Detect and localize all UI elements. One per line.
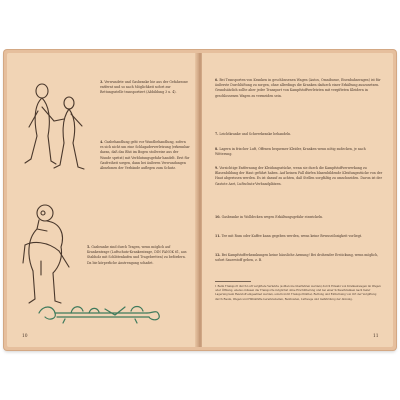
left-item-3 — [100, 80, 190, 96]
page-number-right: 11 — [373, 334, 379, 339]
item-text: Vorsichtige Entfernung der Kleidungsstücke, wenn sie durch die Kampfstoffverwerkung zu Blasenbildung der Haut geführt haben. Auf keinen Fall dürfen blasenbildende Kleidungsstücke von der Haut abgerissen werden. Es ist darauf zu achten, daß Stellen sorgfältig zu umschneiden. Davon ist der Gastote Arzt, Luftschutz-Verbandplätzen. — [215, 166, 383, 186]
right-item-12 — [215, 253, 383, 263]
item-text: Verwundete und Gasbranke bie aus der Gefahrzone entfernt und so nach Möglichkeit sofort zur Rettungsstelle transportiert (Abbildung 3 u. 4). — [100, 80, 188, 95]
right-page — [202, 53, 393, 347]
item-number: 6. — [215, 78, 219, 82]
right-item-7 — [215, 132, 383, 137]
masked-man-carrying-person-figure — [17, 201, 77, 309]
item-text: Gasbranke in Wolldecken wegen Erkältungsgefahr einwickeln. — [221, 215, 324, 219]
two-men-walking-figure — [20, 81, 95, 173]
item-text: Leichtkranke und Schwerkranke behandeln. — [219, 132, 292, 136]
item-number: 12. — [215, 253, 221, 257]
item-text: Lagern in frischer Luft, Offenen bequemer Kleider, Kranken wenn nötig zudecken, je nach Witterung. — [215, 147, 366, 157]
item-number: 4. — [100, 140, 104, 144]
right-item-9 — [215, 166, 383, 187]
item-text: Bei Kampfstofferkrankungen keine häusliche Armung! Bei drohender Erstickung, wenn möglich, sofort Sauerstoff geben, z. B. — [215, 253, 379, 263]
footnote-separator — [215, 281, 251, 282]
page-number-left: 10 — [22, 334, 28, 339]
item-text: Gasbranke sind durch Tragen, wenn möglich auf Krankentrage (Luftschutz-Krankentrage, DIN FANOK 61, aus Stabholz mit Schlittenkufen und Tragebretten) zu befördern. Da bie körperliche Anstrengung schadet. — [87, 245, 187, 265]
item-number: 9. — [215, 166, 219, 170]
open-book — [4, 50, 396, 350]
left-page — [7, 53, 198, 347]
stretcher-with-poles-figure — [35, 297, 165, 325]
right-item-10 — [215, 215, 383, 220]
left-item-4 — [100, 140, 190, 171]
right-item-8 — [215, 147, 383, 157]
item-number: 8. — [215, 147, 219, 151]
footnote: 1 Beim Transport durch Luft vergiftete Verletzte (sollten nie überfahren werden) durch Einsatz von Krankenwagen im Wagen oder Öffnung, ebenso müssen die Transporte möglichst ohne Erschütterung und bei einer Schwerkranken nach tiefer Lagerung kein Reizstoff eingeatmet werden, sofern nicht Transportmittel, Rettung und Entfernung von Ort der Vergiftung durch Raum, Wagen und Hilfskräfte bereitzustellen, Reizhusten, Luftwege und Gefährdung der Atmung. — [215, 285, 381, 301]
item-number: 3. — [100, 80, 104, 84]
right-item-6 — [215, 78, 383, 99]
item-text: Bei Transporten von Kranken in geschlossenen Wagen (Autos, Omnibusse, Eisenbahnwagen) ist für äußerste Durchlüftung zu sorgen, ohne allerdings die Kranken dadurch einer Erkältung auszusetzen. Grundsätzlich sollte aber jeder Transport von Kampfstoffverletzten mit vergifteten Kleidern in geschlossenen Wagen zu vermeiden sein. — [215, 78, 381, 98]
right-item-11 — [215, 234, 383, 239]
item-number: 11. — [215, 234, 221, 238]
left-item-5 — [87, 245, 191, 266]
item-number: 7. — [215, 132, 219, 136]
item-text: Gasbehandlung geht vor Wundbehandlung, sofern es sich nicht um eine Schlagaderverletzung (erkennbar daran, daß das Blut im Bogen stoßweise aus der Wunde spritzt) mit Verblutungsgefahr handelt. Erst für Gasfreiheit sorgen, dann bei äußeren Verwundungen Abnehmen der Verbände auflegen zum Schutz. — [100, 140, 190, 171]
item-text: Tee mit Rum oder Kaffee kann gegeben werden, wenn keine Bewusstlosigkeit vorliegt. — [221, 234, 363, 238]
item-number: 5. — [87, 245, 91, 249]
item-number: 10. — [215, 215, 221, 219]
